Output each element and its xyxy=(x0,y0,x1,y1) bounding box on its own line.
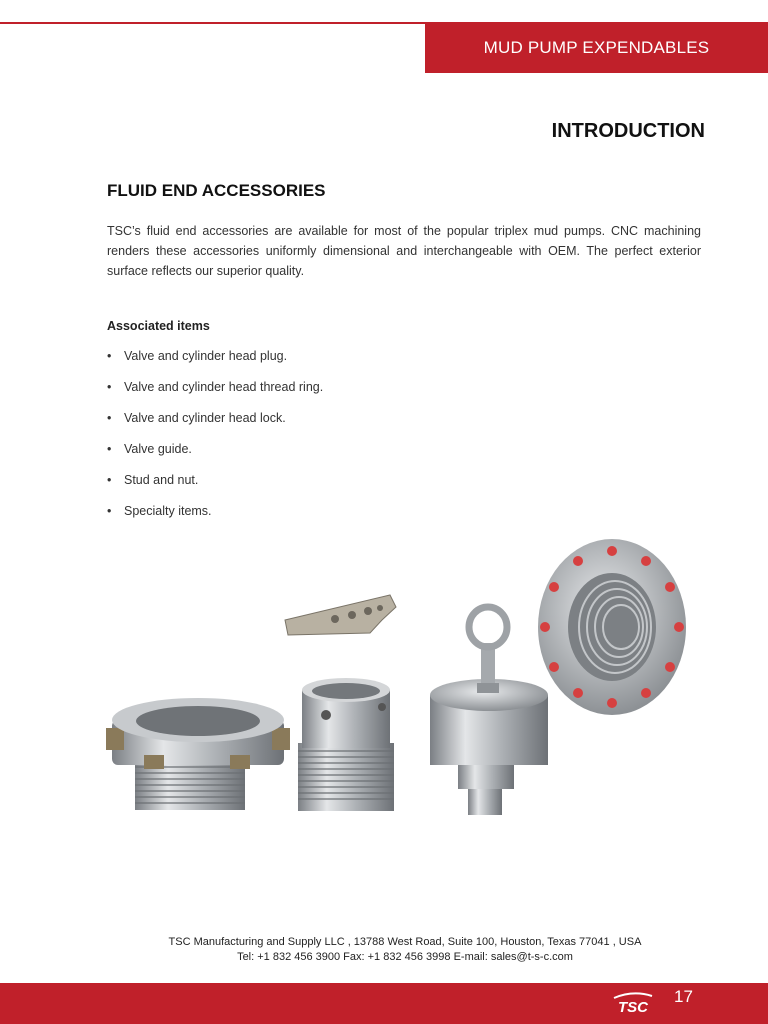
bullet-icon: • xyxy=(107,473,112,487)
list-item: • Valve and cylinder head lock. xyxy=(107,411,286,425)
page-number: 17 xyxy=(674,987,693,1006)
bullet-icon: • xyxy=(107,442,112,456)
product-photo xyxy=(100,515,700,825)
section-body: TSC’s fluid end accessories are available for most of the popular triplex mud pumps. CNC machining renders these accessories uniformly dimensional and interchangeable with OEM. The perfect exterior surface reflects our superior quality. xyxy=(107,224,701,278)
associated-items-list xyxy=(107,349,323,535)
footer-address: TSC Manufacturing and Supply LLC , 13788 West Road, Suite 100, Houston, Texas 77041 , USA xyxy=(168,936,642,948)
flanged-ring xyxy=(538,539,686,715)
thread-ring xyxy=(106,698,290,810)
bullet-icon: • xyxy=(107,349,112,363)
list-item: • Valve and cylinder head plug. xyxy=(107,349,288,363)
lock-plate xyxy=(285,595,396,635)
section-header-tab xyxy=(425,22,768,73)
associated-items-title: Associated items xyxy=(107,319,210,333)
section-header-title: MUD PUMP EXPENDABLES xyxy=(483,37,710,57)
list-item: • Stud and nut. xyxy=(107,473,199,487)
bullet-icon: • xyxy=(107,411,112,425)
list-item: • Valve guide. xyxy=(107,442,192,456)
list-item: • Specialty items. xyxy=(107,504,212,518)
page-heading: INTRODUCTION xyxy=(551,120,705,142)
tsc-logo xyxy=(612,988,654,1016)
list-item: • Valve and cylinder head thread ring. xyxy=(107,380,324,394)
logo-text: TSC xyxy=(618,999,648,1016)
footer-contact xyxy=(0,935,768,965)
head-plug xyxy=(298,678,394,811)
footer-phone-email: Tel: +1 832 456 3900 Fax: +1 832 456 3998 E-mail: sales@t-s-c.com xyxy=(237,951,573,963)
bullet-icon: • xyxy=(107,504,112,518)
valve-guide xyxy=(430,607,548,815)
bullet-icon: • xyxy=(107,380,112,394)
section-title: FLUID END ACCESSORIES xyxy=(107,181,326,200)
